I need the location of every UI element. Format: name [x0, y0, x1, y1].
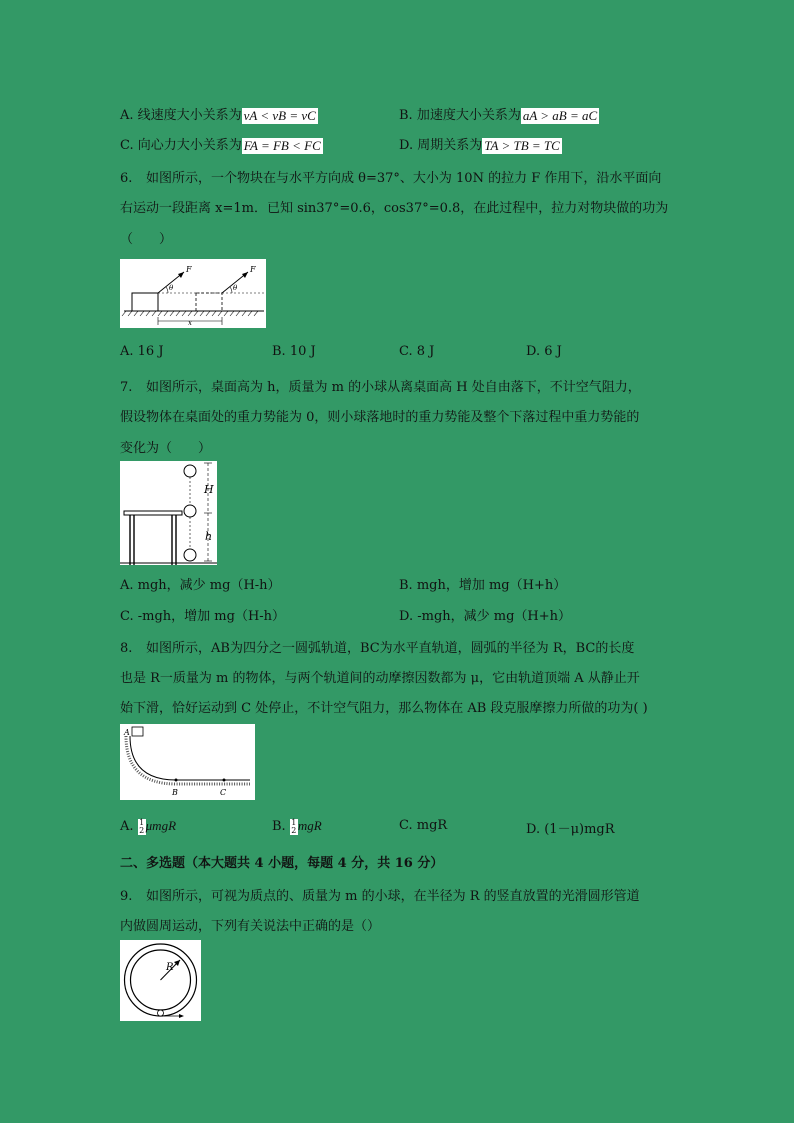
q6-option-a: A. 16 J	[120, 344, 164, 359]
q5-option-c	[120, 134, 323, 154]
q8-option-c: C. mgR	[399, 818, 448, 833]
q9-number: 9.	[120, 889, 133, 904]
q7-option-d: D. -mgh，减少 mg（H+h）	[399, 609, 572, 624]
q8-stem-line-3: 始下滑，恰好运动到 C 处停止，不计空气阻力，那么物体在 AB 段克服摩擦力所做的功为( )	[120, 701, 648, 716]
q7-stem-line-3: 变化为（ ）	[120, 441, 212, 456]
q7-option-b: B. mgh，增加 mg（H+h）	[399, 578, 567, 593]
q7-fig-h-label: h	[205, 530, 213, 543]
q6-option-b: B. 10 J	[272, 344, 316, 359]
q8-number: 8.	[120, 641, 133, 656]
q5-option-a-text: A. 线速度大小关系为	[120, 108, 242, 123]
q8-line1-text: 如图所示，AB为四分之一圆弧轨道，BC为水平直轨道，圆弧的半径为 R，BC的长度	[146, 641, 635, 656]
q7-line1-text: 如图所示，桌面高为 h，质量为 m 的小球从离桌面高 H 处自由落下，不计空气阻力，	[146, 380, 641, 395]
q8-option-a-frac-num: 1	[139, 817, 145, 827]
q6-line1-text: 如图所示，一个物块在与水平方向成 θ=37°、大小为 10N 的拉力 F 作用下，沿水平面向	[146, 171, 662, 186]
q5-option-b-text: B. 加速度大小关系为	[399, 108, 521, 123]
q5-option-b-math: aA > aB = aC	[522, 107, 598, 123]
q5-option-c-math: FA = FB < FC	[243, 137, 321, 153]
q5-option-d-math: TA > TB = TC	[484, 137, 560, 153]
q8-fig-B-label: B	[172, 788, 178, 797]
q8-option-a-frac-den: 2	[139, 825, 145, 835]
q5-option-a-math: vA < vB = vC	[243, 107, 316, 123]
q7-option-a: A. mgh，减少 mg（H-h）	[120, 578, 281, 593]
q8-stem-line-2: 也是 R一质量为 m 的物体，与两个轨道间的动摩擦因数都为 μ，它由轨道顶端 A 从静止开	[120, 671, 640, 686]
q8-option-a-fraction	[138, 819, 146, 835]
q7-figure	[120, 461, 217, 565]
q9-fig-R-label: R	[166, 962, 174, 973]
q6-figure	[120, 259, 266, 328]
q8-option-b-fraction	[290, 819, 298, 835]
q6-fig-angle-label-1: θ	[169, 284, 174, 292]
q5-option-d-text: D. 周期关系为	[399, 138, 483, 153]
q6-fig-force-label-2: F	[250, 265, 256, 274]
section-2-title: 二、多选题（本大题共 4 小题，每题 4 分，共 16 分）	[120, 856, 444, 871]
q8-stem-line-1	[120, 637, 634, 656]
q6-stem-line-2: 右运动一段距离 x=1m．已知 sin37°=0.6，cos37°=0.8，在此过程中，拉力对物块做的功为	[120, 201, 669, 216]
q6-stem-line-3: （ ）	[120, 232, 173, 247]
q6-fig-angle-label-2: θ	[233, 284, 238, 292]
q8-fig-A-label: A	[124, 728, 130, 737]
q5-option-a	[120, 104, 318, 124]
q6-fig-x-label: x	[188, 319, 192, 327]
q9-stem-line-2: 内做圆周运动，下列有关说法中正确的是（）	[120, 919, 381, 934]
q9-figure	[120, 940, 201, 1021]
q8-option-a-suffix: μmgR	[145, 818, 177, 833]
q7-option-c: C. -mgh，增加 mg（H-h）	[120, 609, 286, 624]
q9-line1-text: 如图所示，可视为质点的、质量为 m 的小球，在半径为 R 的竖直放置的光滑圆形管道	[146, 889, 640, 904]
q8-option-b-prefix: B.	[272, 819, 290, 834]
q8-figure	[120, 724, 255, 800]
q9-stem-line-1	[120, 885, 640, 904]
q8-option-b-frac-den: 2	[291, 825, 297, 835]
q5-option-c-text: C. 向心力大小关系为	[120, 138, 242, 153]
q6-number: 6.	[120, 171, 133, 186]
q8-fig-C-label: C	[220, 788, 227, 797]
q5-option-d	[399, 134, 562, 154]
q6-fig-force-label-1: F	[186, 265, 192, 274]
q5-option-b	[399, 104, 599, 124]
q7-fig-H-label: H	[204, 483, 214, 496]
q6-stem-line-1	[120, 167, 661, 186]
q8-option-a-prefix: A.	[120, 819, 138, 834]
q6-option-d: D. 6 J	[526, 344, 562, 359]
q7-number: 7.	[120, 380, 133, 395]
q6-option-c: C. 8 J	[399, 344, 435, 359]
q8-option-d: D. (1－μ)mgR	[526, 822, 615, 837]
q8-option-b-suffix: mgR	[297, 818, 322, 833]
q7-stem-line-1	[120, 376, 641, 395]
q8-option-b-frac-num: 1	[291, 817, 297, 827]
q8-option-b	[272, 818, 322, 835]
q8-option-a	[120, 818, 176, 835]
q7-stem-line-2: 假设物体在桌面处的重力势能为 0，则小球落地时的重力势能及整个下落过程中重力势能的	[120, 410, 640, 425]
